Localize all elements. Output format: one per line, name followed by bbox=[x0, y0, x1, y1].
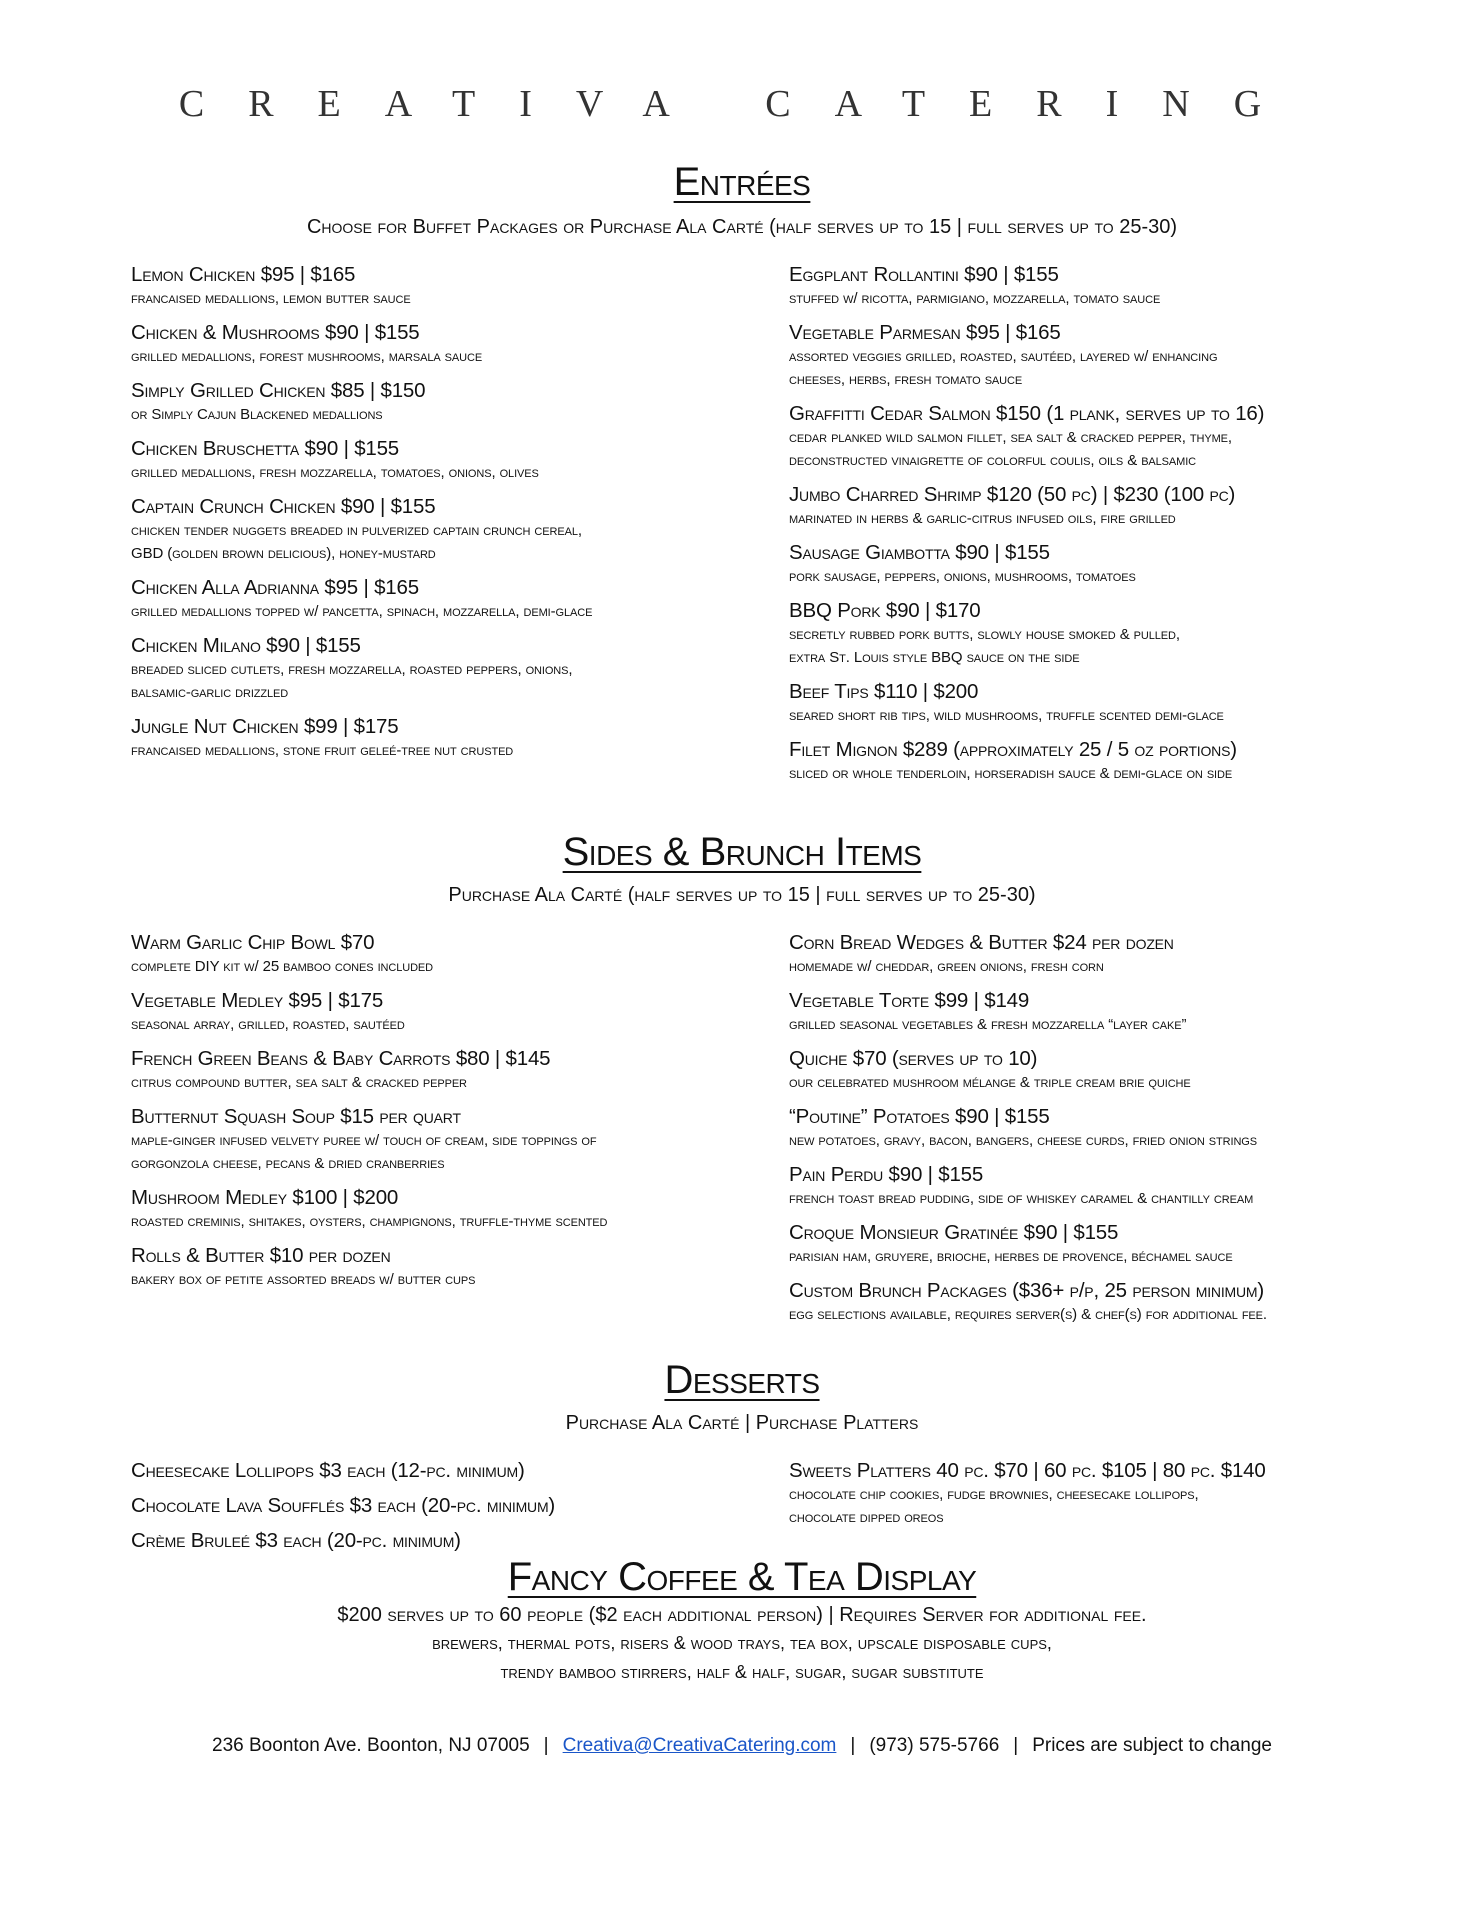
menu-item-name: Croque Monsieur Gratinée $90 | $155 bbox=[789, 1221, 1119, 1244]
menu-item-name: Butternut Squash Soup $15 per quart bbox=[131, 1105, 461, 1128]
menu-item bbox=[789, 1162, 1369, 1210]
desserts-subtitle: Purchase Ala Carté | Purchase Platters bbox=[565, 1412, 919, 1434]
menu-item-name: Crème Bruleé $3 each (20-pc. minimum) bbox=[131, 1529, 461, 1552]
entrees-left-column bbox=[131, 262, 731, 772]
menu-item-name: Vegetable Medley $95 | $175 bbox=[131, 989, 384, 1012]
menu-item-name: Corn Bread Wedges & Butter $24 per dozen bbox=[789, 931, 1174, 954]
desserts-title: Desserts bbox=[664, 1358, 820, 1402]
menu-item-name: Rolls & Butter $10 per dozen bbox=[131, 1244, 391, 1267]
menu-item-name: Jumbo Charred Shrimp $120 (50 pc) | $230 (100 pc) bbox=[789, 483, 1236, 506]
menu-item-name: Sausage Giambotta $90 | $155 bbox=[789, 541, 1050, 564]
menu-item-name: Vegetable Parmesan $95 | $165 bbox=[789, 321, 1061, 344]
menu-item bbox=[789, 1046, 1369, 1094]
menu-item bbox=[131, 436, 731, 484]
menu-item-description: breaded sliced cutlets, fresh mozzarella, roasted peppers, onions, bbox=[131, 661, 573, 678]
menu-item-description: parisian ham, gruyere, brioche, herbes de provence, béchamel sauce bbox=[789, 1248, 1233, 1265]
menu-item-name: Mushroom Medley $100 | $200 bbox=[131, 1186, 399, 1209]
menu-item bbox=[789, 679, 1369, 727]
menu-item-description: egg selections available, requires server(s) & chef(s) for additional fee. bbox=[789, 1306, 1267, 1323]
footer bbox=[0, 1735, 1484, 1757]
menu-item-description: marinated in herbs & garlic-citrus infused oils, fire grilled bbox=[789, 510, 1176, 527]
menu-item-name: Pain Perdu $90 | $155 bbox=[789, 1163, 984, 1186]
coffee-title: Fancy Coffee & Tea Display bbox=[507, 1555, 977, 1599]
menu-item-description: secretly rubbed pork butts, slowly house smoked & pulled, bbox=[789, 626, 1180, 643]
menu-item bbox=[789, 482, 1369, 530]
menu-item bbox=[789, 262, 1369, 310]
menu-item bbox=[131, 1493, 731, 1518]
menu-item bbox=[789, 737, 1369, 785]
menu-item-description: chicken tender nuggets breaded in pulverized captain crunch cereal, bbox=[131, 522, 582, 539]
menu-item bbox=[131, 1458, 731, 1483]
menu-item bbox=[131, 1185, 731, 1233]
menu-item-description: grilled medallions topped w/ pancetta, spinach, mozzarella, demi-glace bbox=[131, 603, 593, 620]
menu-item-name: French Green Beans & Baby Carrots $80 | $145 bbox=[131, 1047, 551, 1070]
menu-item-description: GBD (golden brown delicious), honey-mustard bbox=[131, 545, 436, 562]
menu-item bbox=[131, 714, 731, 762]
entrees-title: Entrées bbox=[673, 160, 811, 204]
menu-item-description: francaised medallions, lemon butter sauce bbox=[131, 290, 411, 307]
menu-item-name: Captain Crunch Chicken $90 | $155 bbox=[131, 495, 436, 518]
menu-item bbox=[131, 378, 731, 426]
menu-item-name: Chicken Milano $90 | $155 bbox=[131, 634, 361, 657]
menu-item bbox=[789, 1104, 1369, 1152]
menu-item-description: cheeses, herbs, fresh tomato sauce bbox=[789, 371, 1023, 388]
footer-address: 236 Boonton Ave. Boonton, NJ 07005 bbox=[212, 1735, 530, 1756]
footer-separator: | bbox=[850, 1735, 856, 1756]
menu-item-description: seasonal array, grilled, roasted, sautéed bbox=[131, 1016, 405, 1033]
coffee-line-2: brewers, thermal pots, risers & wood trays, tea box, upscale disposable cups, bbox=[432, 1633, 1052, 1653]
menu-item-name: Cheesecake Lollipops $3 each (12-pc. minimum) bbox=[131, 1459, 525, 1482]
menu-item bbox=[789, 1458, 1369, 1529]
menu-item-name: BBQ Pork $90 | $170 bbox=[789, 599, 981, 622]
menu-item-description: our celebrated mushroom mélange & triple cream brie quiche bbox=[789, 1074, 1191, 1091]
menu-item-description: bakery box of petite assorted breads w/ butter cups bbox=[131, 1271, 476, 1288]
menu-item bbox=[131, 633, 731, 704]
sides-title: Sides & Brunch Items bbox=[562, 830, 922, 874]
menu-item-name: Jungle Nut Chicken $99 | $175 bbox=[131, 715, 399, 738]
menu-item-description: gorgonzola cheese, pecans & dried cranberries bbox=[131, 1155, 445, 1172]
sides-subtitle: Purchase Ala Carté (half serves up to 15 | full serves up to 25-30) bbox=[448, 884, 1036, 906]
menu-item bbox=[131, 988, 731, 1036]
footer-separator: | bbox=[543, 1735, 549, 1756]
coffee-line-1: $200 serves up to 60 people ($2 each additional person) | Requires Server for additional fee. bbox=[337, 1604, 1147, 1626]
entrees-subtitle: Choose for Buffet Packages or Purchase Ala Carté (half serves up to 15 | full serves up to 25-30) bbox=[306, 216, 1178, 238]
menu-item-name: Eggplant Rollantini $90 | $155 bbox=[789, 263, 1059, 286]
menu-item-description: grilled medallions, forest mushrooms, marsala sauce bbox=[131, 348, 483, 365]
menu-item-description: or Simply Cajun Blackened medallions bbox=[131, 406, 383, 423]
menu-item-description: balsamic-garlic drizzled bbox=[131, 684, 289, 701]
menu-item-name: Chicken Alla Adrianna $95 | $165 bbox=[131, 576, 419, 599]
desserts-right-column bbox=[789, 1458, 1369, 1539]
menu-item bbox=[789, 930, 1369, 978]
coffee-line-3: trendy bamboo stirrers, half & half, sugar, sugar substitute bbox=[500, 1662, 984, 1682]
menu-item bbox=[789, 320, 1369, 391]
menu-item bbox=[789, 540, 1369, 588]
menu-item-name: Chocolate Lava Soufflés $3 each (20-pc. minimum) bbox=[131, 1494, 556, 1517]
menu-item-name: Filet Mignon $289 (approximately 25 / 5 oz portions) bbox=[789, 738, 1237, 761]
menu-item bbox=[789, 1278, 1369, 1326]
menu-item-description: seared short rib tips, wild mushrooms, truffle scented demi-glace bbox=[789, 707, 1224, 724]
brand-title: CREATIVA CATERING bbox=[178, 83, 1306, 125]
footer-phone: (973) 575-5766 bbox=[869, 1735, 1000, 1756]
menu-item-name: Sweets Platters 40 pc. $70 | 60 pc. $105 | 80 pc. $140 bbox=[789, 1459, 1266, 1482]
sides-left-column bbox=[131, 930, 731, 1301]
menu-item-name: Lemon Chicken $95 | $165 bbox=[131, 263, 356, 286]
menu-item bbox=[789, 988, 1369, 1036]
menu-item-name: “Poutine” Potatoes $90 | $155 bbox=[789, 1105, 1050, 1128]
desserts-left-column bbox=[131, 1458, 731, 1563]
menu-item-description: citrus compound butter, sea salt & cracked pepper bbox=[131, 1074, 467, 1091]
menu-item-name: Vegetable Torte $99 | $149 bbox=[789, 989, 1030, 1012]
footer-separator: | bbox=[1013, 1735, 1019, 1756]
menu-item-description: cedar planked wild salmon fillet, sea salt & cracked pepper, thyme, bbox=[789, 429, 1232, 446]
sides-right-column bbox=[789, 930, 1369, 1336]
menu-item-description: chocolate dipped oreos bbox=[789, 1509, 944, 1526]
menu-item bbox=[131, 494, 731, 565]
menu-item bbox=[789, 401, 1369, 472]
menu-item bbox=[131, 575, 731, 623]
menu-item bbox=[131, 320, 731, 368]
menu-item-name: Beef Tips $110 | $200 bbox=[789, 680, 979, 703]
menu-item-name: Simply Grilled Chicken $85 | $150 bbox=[131, 379, 426, 402]
menu-item bbox=[131, 1046, 731, 1094]
menu-item bbox=[131, 930, 731, 978]
menu-item-name: Graffitti Cedar Salmon $150 (1 plank, serves up to 16) bbox=[789, 402, 1265, 425]
menu-item bbox=[131, 1528, 731, 1553]
menu-item-name: Chicken Bruschetta $90 | $155 bbox=[131, 437, 400, 460]
menu-item-description: french toast bread pudding, side of whiskey caramel & chantilly cream bbox=[789, 1190, 1254, 1207]
footer-note: Prices are subject to change bbox=[1032, 1735, 1272, 1756]
menu-item bbox=[131, 1104, 731, 1175]
menu-item-description: grilled medallions, fresh mozzarella, tomatoes, onions, olives bbox=[131, 464, 539, 481]
menu-item-name: Quiche $70 (serves up to 10) bbox=[789, 1047, 1038, 1070]
menu-item-name: Warm Garlic Chip Bowl $70 bbox=[131, 931, 375, 954]
coffee-details bbox=[0, 1602, 1484, 1687]
menu-item-name: Custom Brunch Packages ($36+ p/p, 25 person minimum) bbox=[789, 1279, 1264, 1302]
menu-item-description: sliced or whole tenderloin, horseradish sauce & demi-glace on side bbox=[789, 765, 1233, 782]
menu-item-description: extra St. Louis style BBQ sauce on the side bbox=[789, 649, 1080, 666]
menu-item bbox=[789, 1220, 1369, 1268]
footer-email-link[interactable]: Creativa@CreativaCatering.com bbox=[562, 1735, 837, 1756]
menu-item-description: deconstructed vinaigrette of colorful coulis, oils & balsamic bbox=[789, 452, 1197, 469]
menu-item-description: grilled seasonal vegetables & fresh mozzarella “layer cake” bbox=[789, 1016, 1187, 1033]
entrees-right-column bbox=[789, 262, 1369, 795]
menu-item-description: complete DIY kit w/ 25 bamboo cones included bbox=[131, 958, 433, 975]
menu-item-name: Chicken & Mushrooms $90 | $155 bbox=[131, 321, 420, 344]
menu-item-description: francaised medallions, stone fruit geleé-tree nut crusted bbox=[131, 742, 514, 759]
menu-item-description: pork sausage, peppers, onions, mushrooms, tomatoes bbox=[789, 568, 1136, 585]
menu-item-description: maple-ginger infused velvety puree w/ touch of cream, side toppings of bbox=[131, 1132, 597, 1149]
menu-item bbox=[789, 598, 1369, 669]
menu-item bbox=[131, 262, 731, 310]
menu-item bbox=[131, 1243, 731, 1291]
menu-item-description: chocolate chip cookies, fudge brownies, cheesecake lollipops, bbox=[789, 1486, 1199, 1503]
menu-item-description: new potatoes, gravy, bacon, bangers, cheese curds, fried onion strings bbox=[789, 1132, 1257, 1149]
menu-item-description: stuffed w/ ricotta, parmigiano, mozzarella, tomato sauce bbox=[789, 290, 1161, 307]
menu-item-description: assorted veggies grilled, roasted, sautéed, layered w/ enhancing bbox=[789, 348, 1218, 365]
menu-item-description: roasted creminis, shitakes, oysters, champignons, truffle-thyme scented bbox=[131, 1213, 608, 1230]
menu-item-description: homemade w/ cheddar, green onions, fresh corn bbox=[789, 958, 1104, 975]
